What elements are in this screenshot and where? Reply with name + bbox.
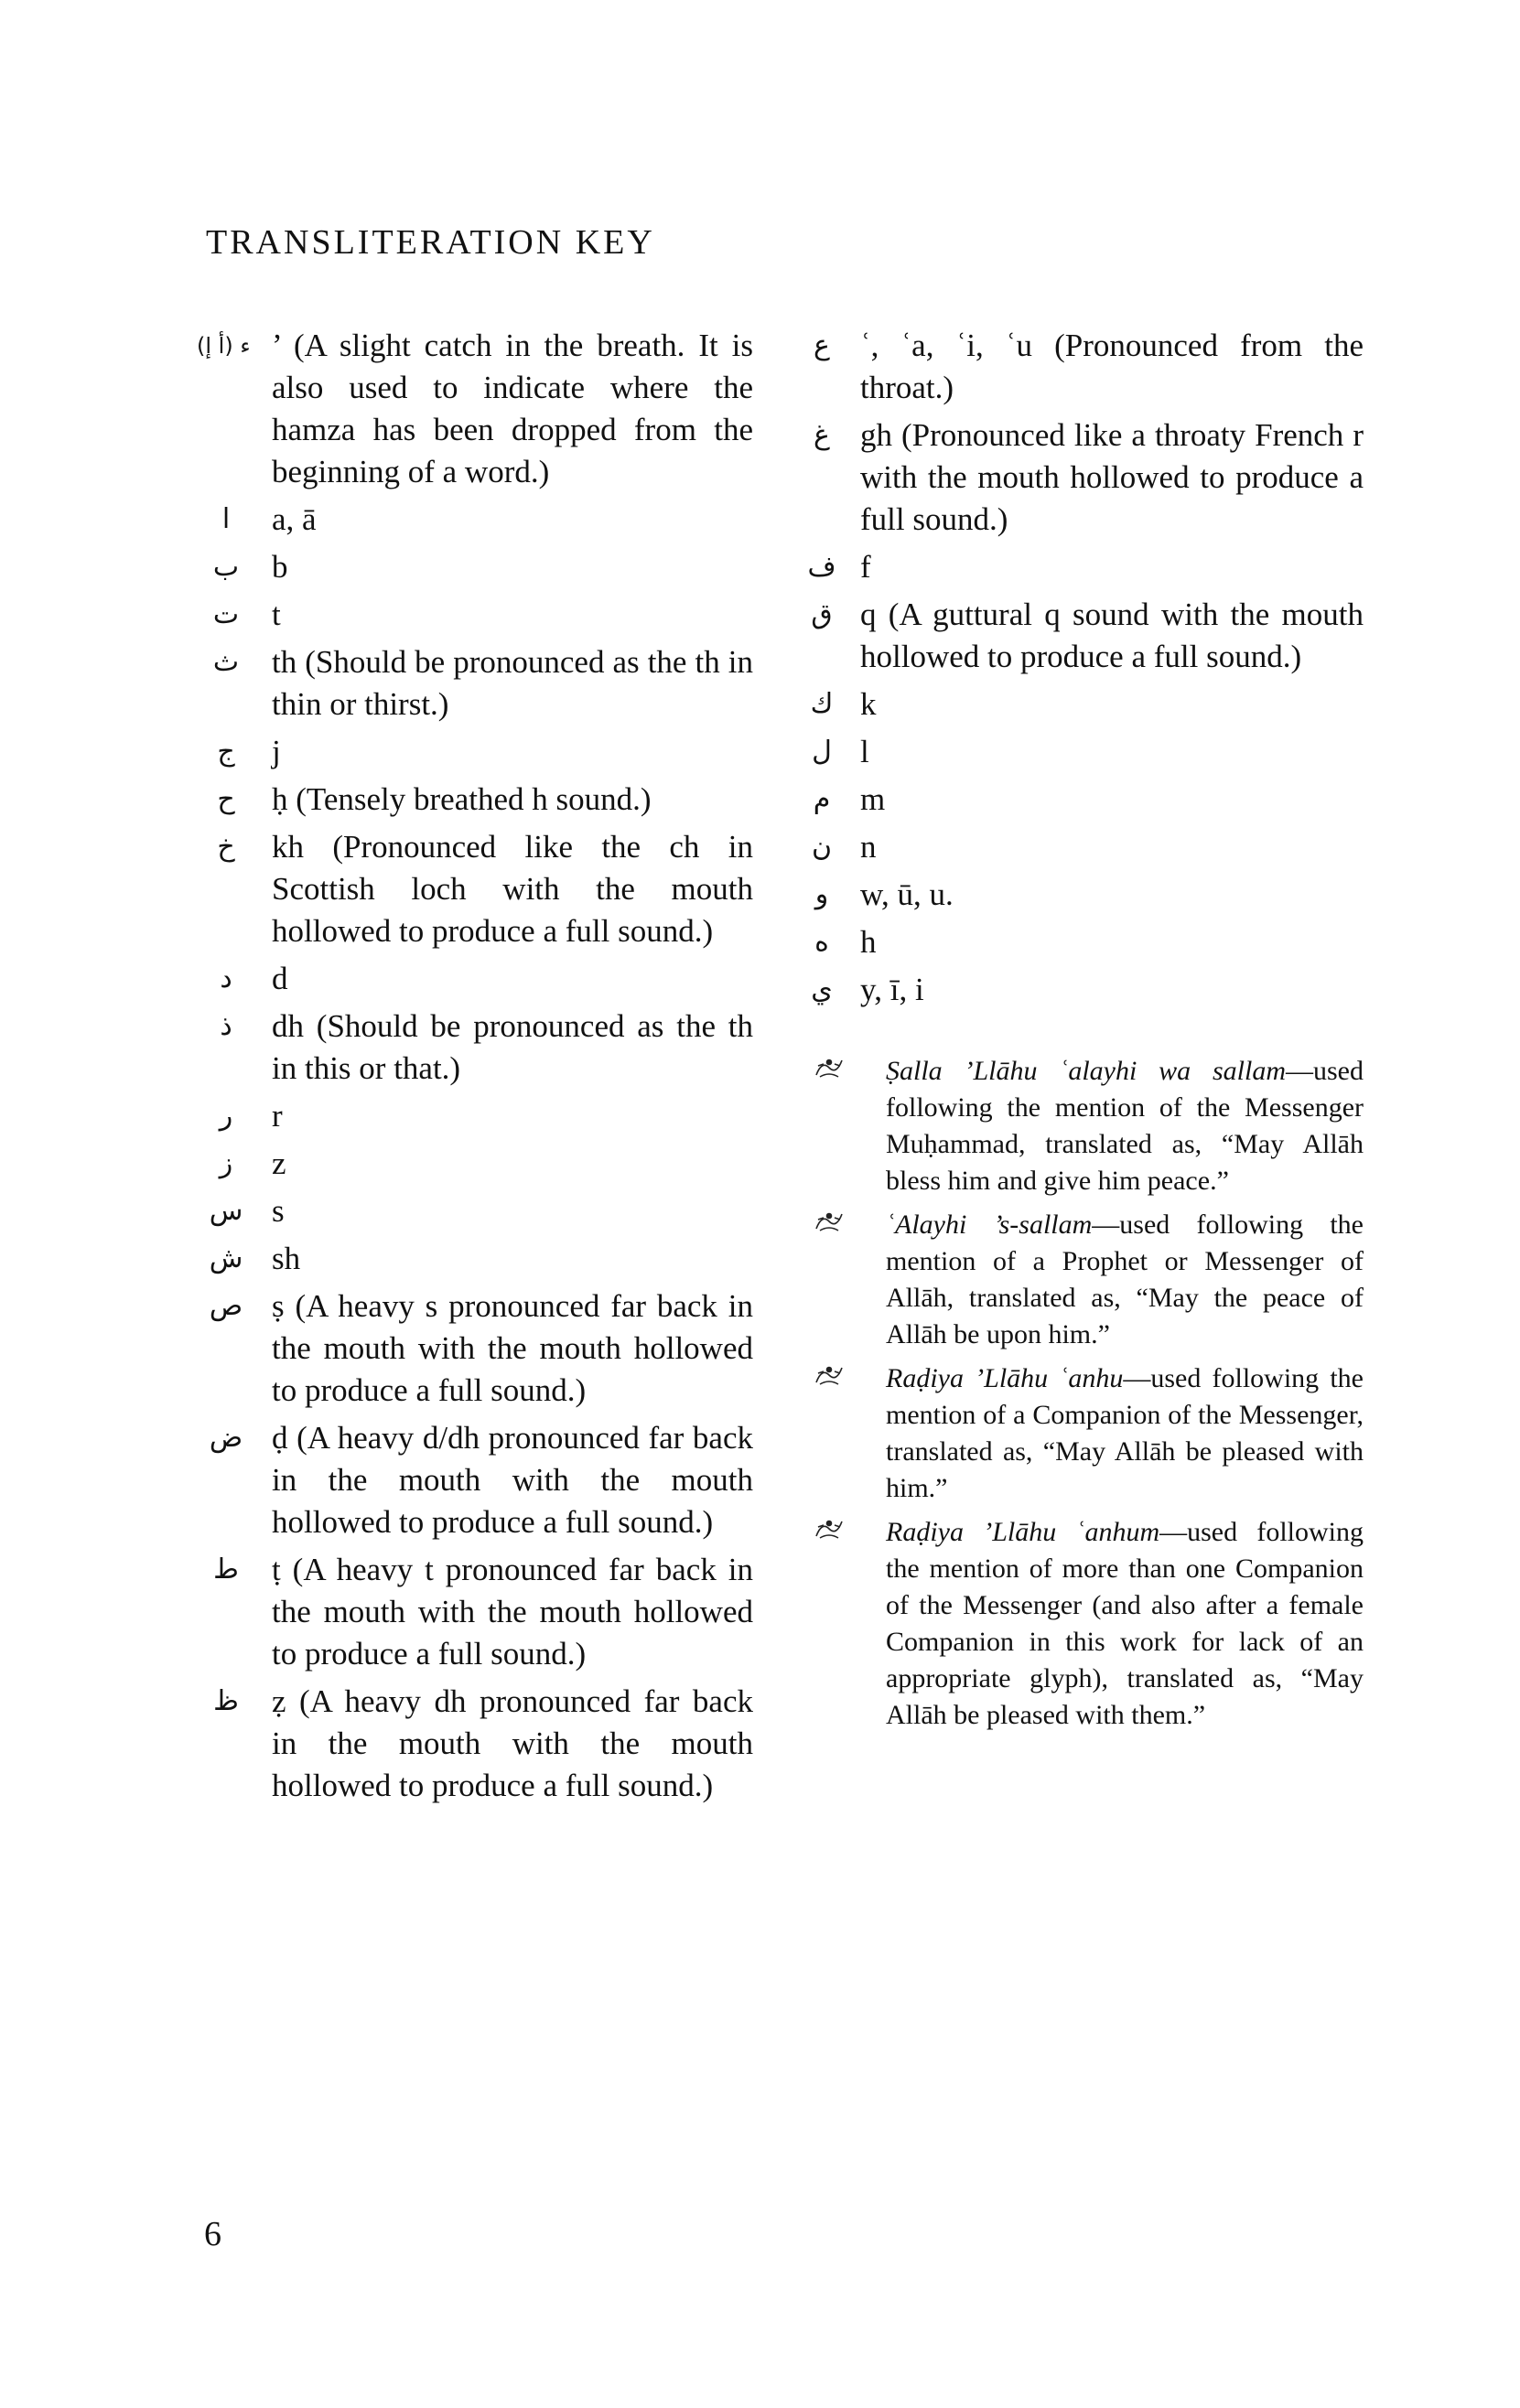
transliteration-entry [794, 325, 1364, 409]
latin-transliteration: r [272, 1098, 283, 1134]
arabic-letter: غ [814, 419, 830, 451]
latin-transliteration: k [860, 686, 877, 722]
transliteration-entry [794, 683, 1364, 726]
transliteration-entry [204, 1143, 753, 1185]
latin-transliteration: s [272, 1193, 285, 1229]
honorific-entry [794, 1514, 1364, 1734]
pronunciation-note: (A heavy dh pronounced far back in the mouth with the mouth hollowed to produce a full sound.) [272, 1683, 753, 1803]
honorific-phrase: ʿAlayhi ’s-sallam [886, 1209, 1093, 1240]
transliteration-entry [204, 546, 753, 588]
latin-transliteration: sh [272, 1241, 301, 1276]
pronunciation-note: (A heavy d/dh pronounced far back in the mouth with the mouth hollowed to produce a full sound.) [272, 1420, 753, 1540]
transliteration-entry [794, 594, 1364, 678]
arabic-letter: ف [807, 551, 836, 583]
honorific-description: —used following the mention of a Companion of the Messenger, translated as, “May Allāh be pleased with him.” [886, 1363, 1364, 1503]
latin-transliteration: th [272, 644, 297, 680]
honorific-description: —used following the mention of more than one Companion of the Messenger (and also after a female Companion in this work for lack of an appropriate glyph), translated as, “May Allāh be pleased with them.” [886, 1517, 1364, 1730]
honorific-entry [794, 1360, 1364, 1507]
pronunciation-note: (Pronounced like a throaty French r with the mouth hollowed to produce a full sound.) [860, 417, 1364, 537]
pronunciation-note: (A heavy s pronounced far back in the mouth with the mouth hollowed to produce a full sound.) [272, 1288, 753, 1408]
arabic-letter: ت [212, 598, 240, 630]
latin-transliteration: d [272, 961, 288, 996]
arabic-letter: ن [811, 831, 833, 863]
transliteration-entry [204, 1095, 753, 1137]
arabic-letter: خ [217, 831, 235, 863]
honorific-description: —used following the mention of the Messenger Muḥammad, translated as, “May Allāh bless him and give him peace.” [886, 1056, 1364, 1196]
honorific-description: —used following the mention of a Prophet or Messenger of Allāh, translated as, “May the peace of Allāh be upon him.” [886, 1209, 1364, 1349]
latin-transliteration: ḍ [272, 1420, 288, 1456]
transliteration-entry [204, 1417, 753, 1543]
arabic-letter: و [814, 878, 829, 910]
right-column [794, 325, 1364, 1741]
arabic-letter: ظ [213, 1685, 239, 1717]
transliteration-entry [204, 499, 753, 541]
transliteration-entry [204, 1238, 753, 1280]
arabic-letter: ك [810, 688, 834, 720]
arabic-letter: ه [814, 926, 829, 958]
arabic-letter: س [209, 1195, 243, 1227]
arabic-letter: ل [812, 736, 832, 768]
pronunciation-note: (Pronounced from the throat.) [860, 328, 1364, 405]
arabic-letter: ط [213, 1553, 239, 1586]
transliteration-entry [204, 958, 753, 1000]
honorific-phrase: Raḍiya ’Llāhu ʿanhu [886, 1363, 1124, 1393]
arabic-letter: ص [209, 1290, 243, 1322]
latin-transliteration: dh [272, 1008, 304, 1044]
transliteration-entry [204, 826, 753, 952]
latin-transliteration: ṣ [272, 1288, 285, 1324]
arabic-letter: ء (أ إ) [197, 333, 251, 359]
left-column [197, 325, 753, 1812]
latin-transliteration: t [272, 597, 281, 632]
latin-transliteration: y, ī, i [860, 972, 924, 1007]
arabic-letter: ذ [220, 1010, 232, 1042]
latin-transliteration: w, ū, u. [860, 876, 954, 912]
latin-transliteration: h [860, 924, 877, 960]
latin-transliteration: l [860, 734, 869, 769]
pronunciation-note: (A heavy t pronounced far back in the mouth with the mouth hollowed to produce a full sound.) [272, 1552, 753, 1672]
arabic-letter: ر [219, 1100, 233, 1132]
arabic-letter: ع [814, 329, 830, 361]
latin-transliteration: gh [860, 417, 892, 453]
transliteration-entry [794, 546, 1364, 588]
sallallahu-glyph-icon [803, 1055, 855, 1082]
transliteration-entry [794, 969, 1364, 1011]
arabic-letter: ج [217, 736, 235, 768]
latin-transliteration: ʿ, ʿa, ʿi, ʿu [860, 328, 1032, 363]
pronunciation-note: (Should be pronounced as the th in thin or thirst.) [272, 644, 753, 722]
honorific-entry [794, 1207, 1364, 1353]
transliteration-entry [197, 325, 753, 493]
transliteration-entry [794, 921, 1364, 963]
page-number: 6 [204, 2215, 221, 2253]
transliteration-entry [204, 779, 753, 821]
transliteration-entry [204, 1681, 753, 1807]
radiyallahu-anhum-glyph-icon [803, 1516, 855, 1543]
transliteration-entry [204, 1005, 753, 1090]
transliteration-entry [794, 779, 1364, 821]
latin-transliteration: j [272, 734, 281, 769]
arabic-letter: ز [219, 1147, 233, 1179]
arabic-letter: ي [811, 973, 833, 1005]
latin-transliteration: n [860, 829, 877, 865]
honorific-phrase: Raḍiya ’Llāhu ʿanhum [886, 1517, 1160, 1547]
latin-transliteration: m [860, 781, 886, 817]
honorific-phrase: Ṣalla ’Llāhu ʿalayhi wa sallam [886, 1056, 1286, 1086]
latin-transliteration: a, ā [272, 501, 317, 537]
arabic-letter: ا [221, 503, 231, 535]
latin-transliteration: q [860, 597, 877, 632]
transliteration-entry [204, 594, 753, 636]
arabic-letter: ش [209, 1242, 243, 1274]
arabic-letter: ق [811, 598, 833, 630]
latin-transliteration: f [860, 549, 871, 585]
transliteration-entry [204, 1285, 753, 1412]
arabic-letter: د [220, 962, 232, 994]
transliteration-entry [794, 731, 1364, 773]
honorific-entry [794, 1053, 1364, 1199]
latin-transliteration: ḥ [272, 781, 288, 817]
pronunciation-note: (Should be pronounced as the th in this or that.) [272, 1008, 753, 1086]
transliteration-entry [794, 874, 1364, 916]
arabic-letter: ث [212, 646, 240, 678]
arabic-letter: م [813, 783, 831, 815]
transliteration-entry [204, 731, 753, 773]
arabic-letter: ح [217, 783, 235, 815]
pronunciation-note: (Tensely breathed h sound.) [287, 781, 652, 817]
pronunciation-note: (A slight catch in the breath. It is also used to indicate where the hamza has been dropped from the beginning of a word.) [272, 328, 753, 489]
latin-transliteration: ẓ [272, 1683, 286, 1719]
alayhis-salam-glyph-icon [803, 1209, 855, 1236]
arabic-letter: ض [209, 1422, 243, 1454]
latin-transliteration: z [272, 1145, 286, 1181]
right-letter-list [794, 325, 1364, 1011]
latin-transliteration: ṭ [272, 1552, 281, 1587]
transliteration-entry [794, 826, 1364, 868]
page-title: TRANSLITERATION KEY [206, 223, 655, 262]
transliteration-entry [794, 414, 1364, 541]
latin-transliteration: kh [272, 829, 304, 865]
honorifics-list [794, 1053, 1364, 1734]
radiyallahu-anhu-glyph-icon [803, 1362, 855, 1390]
transliteration-entry [204, 641, 753, 726]
pronunciation-note: (A guttural q sound with the mouth hollowed to produce a full sound.) [860, 597, 1364, 674]
latin-transliteration: b [272, 549, 288, 585]
arabic-letter: ب [212, 551, 240, 583]
pronunciation-note: (Pronounced like the ch in Scottish loch with the mouth hollowed to produce a full sound.) [272, 829, 753, 949]
transliteration-entry [204, 1549, 753, 1675]
latin-transliteration: ’ [272, 328, 281, 363]
transliteration-entry [204, 1190, 753, 1232]
